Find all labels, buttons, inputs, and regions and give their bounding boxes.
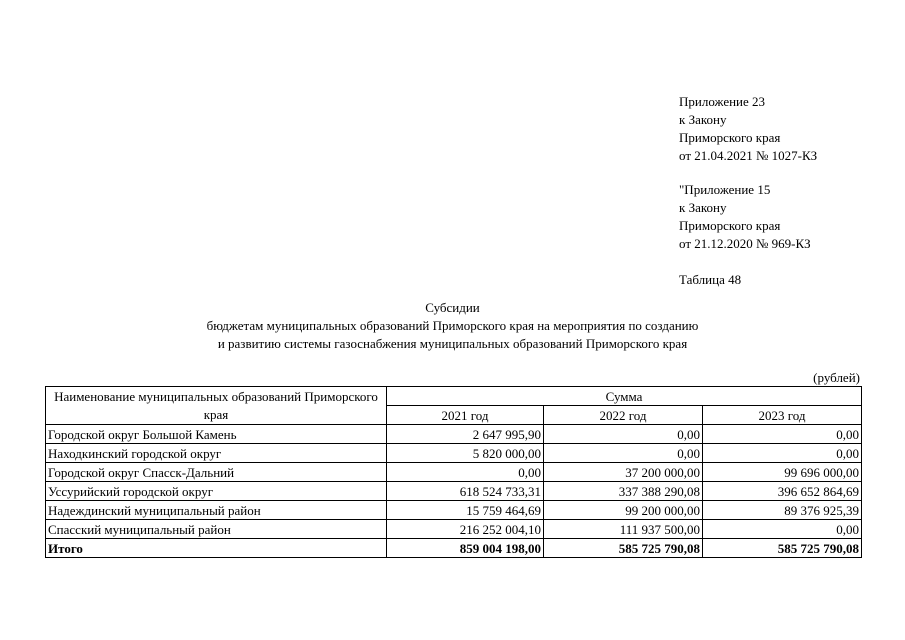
column-header-2023: 2023 год [703,406,862,425]
appendix-header [679,93,817,289]
appendix-reference-previous [679,181,817,253]
table-row [46,520,862,539]
municipality-name: Городской округ Большой Камень [46,425,387,444]
title-line: Субсидии [425,300,480,315]
appendix-line: Приморского края [679,218,781,233]
title-line: бюджетам муниципальных образований Приморского края на мероприятия по созданию [206,318,699,333]
amount-2023: 0,00 [703,425,862,444]
column-header-sum: Сумма [387,387,862,406]
municipality-name: Спасский муниципальный район [46,520,387,539]
amount-2023: 89 376 925,39 [703,501,862,520]
table-header-row [46,387,862,406]
appendix-line: "Приложение 15 [679,182,771,197]
table-row [46,444,862,463]
total-2022: 585 725 790,08 [544,539,703,558]
municipality-name: Уссурийский городской округ [46,482,387,501]
municipality-name: Находкинский городской округ [46,444,387,463]
appendix-reference-current [679,93,817,165]
amount-2023: 396 652 864,69 [703,482,862,501]
total-label: Итого [46,539,387,558]
units-label: (рублей) [813,370,860,385]
municipality-name: Надеждинский муниципальный район [46,501,387,520]
appendix-line: к Закону [679,112,727,127]
column-header-2022: 2022 год [544,406,703,425]
amount-2023: 0,00 [703,444,862,463]
table-number-label: Таблица 48 [679,272,742,287]
amount-2022: 337 388 290,08 [544,482,703,501]
amount-2023: 99 696 000,00 [703,463,862,482]
document-title [0,299,905,353]
appendix-line: от 21.04.2021 № 1027-КЗ [679,148,818,163]
total-2023: 585 725 790,08 [703,539,862,558]
table-row [46,501,862,520]
appendix-line: к Закону [679,200,727,215]
title-line: и развитию системы газоснабжения муниципальных образований Приморского края [217,336,688,351]
amount-2021: 2 647 995,90 [387,425,544,444]
amount-2022: 99 200 000,00 [544,501,703,520]
appendix-line: Приморского края [679,130,781,145]
amount-2022: 37 200 000,00 [544,463,703,482]
municipality-name: Городской округ Спасск-Дальний [46,463,387,482]
amount-2021: 0,00 [387,463,544,482]
table-row [46,425,862,444]
amount-2022: 0,00 [544,425,703,444]
amount-2021: 216 252 004,10 [387,520,544,539]
table-row [46,482,862,501]
amount-2021: 618 524 733,31 [387,482,544,501]
column-header-2021: 2021 год [387,406,544,425]
appendix-line: от 21.12.2020 № 969-КЗ [679,236,811,251]
amount-2022: 111 937 500,00 [544,520,703,539]
amount-2023: 0,00 [703,520,862,539]
subsidies-table [45,386,862,558]
appendix-line: Приложение 23 [679,94,766,109]
table-row [46,463,862,482]
table-total-row [46,539,862,558]
column-header-name: Наименование муниципальных образований Приморского края [46,387,387,425]
amount-2021: 5 820 000,00 [387,444,544,463]
total-2021: 859 004 198,00 [387,539,544,558]
amount-2021: 15 759 464,69 [387,501,544,520]
amount-2022: 0,00 [544,444,703,463]
